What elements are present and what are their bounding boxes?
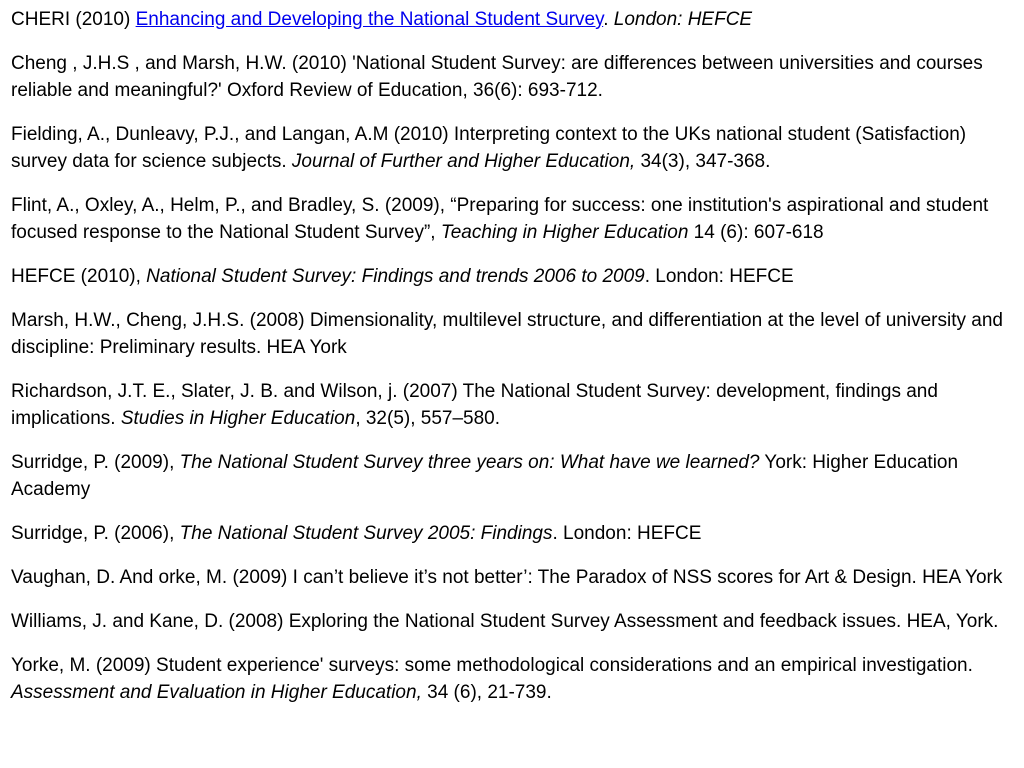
reference-yorke-2009 xyxy=(11,652,1016,706)
reference-flint-2009 xyxy=(11,192,1016,246)
reference-text: Williams, J. and Kane, D. (2008) Exploring the National Student Survey Assessment and feedback issues. HEA, York. xyxy=(11,611,999,632)
reference-hefce-2010 xyxy=(11,263,1016,290)
reference-text: . London: HEFCE xyxy=(644,266,794,287)
reference-text: CHERI (2010) xyxy=(11,9,136,30)
reference-text: Flint, A., Oxley, A., Helm, P., and Bradley, S. (2009), “Preparing for success: one institution's aspirational and student focused response to the National Student Survey”, xyxy=(11,195,989,243)
reference-italic-text: Assessment and Evaluation in Higher Education, xyxy=(11,682,422,703)
reference-williams-kane-2008 xyxy=(11,608,1016,635)
reference-text: 34 (6), 21-739. xyxy=(421,682,552,703)
reference-italic-text: Journal of Further and Higher Education, xyxy=(291,151,636,172)
reference-text: Cheng , J.H.S , and Marsh, H.W. (2010) 'National Student Survey: are differences between universities and courses reliable and meaningful?' Oxford Review of Education, 36(6): 693-712. xyxy=(11,53,983,101)
reference-text: York: Higher Education Academy xyxy=(11,452,959,500)
reference-fielding-2010 xyxy=(11,121,1016,175)
survey-report-link[interactable]: Enhancing and Developing the National Student Survey xyxy=(135,9,604,30)
reference-cheri-2010 xyxy=(11,6,1016,33)
reference-italic-text: National Student Survey: Findings and trends 2006 to 2009 xyxy=(146,266,645,287)
reference-marsh-cheng-2008 xyxy=(11,307,1016,361)
reference-text: Marsh, H.W., Cheng, J.H.S. (2008) Dimensionality, multilevel structure, and differentiation at the level of university and discipline: Preliminary results. HEA York xyxy=(11,310,1003,358)
reference-surridge-2009 xyxy=(11,449,1016,503)
reference-text: Richardson, J.T. E., Slater, J. B. and Wilson, j. (2007) The National Student Survey: development, findings and implications. xyxy=(11,381,938,429)
reference-text: Vaughan, D. And orke, M. (2009) I can’t believe it’s not better’: The Paradox of NSS scores for Art & Design. HEA York xyxy=(11,567,1003,588)
reference-italic-text: London: HEFCE xyxy=(613,9,753,30)
reference-italic-text: The National Student Survey 2005: Findings xyxy=(179,523,553,544)
reference-text: Fielding, A., Dunleavy, P.J., and Langan, A.M (2010) Interpreting context to the UKs national student (Satisfaction) survey data for science subjects. xyxy=(11,124,967,172)
reference-list xyxy=(11,6,1016,706)
reference-text: Surridge, P. (2009), xyxy=(11,452,180,473)
reference-text: . xyxy=(603,9,614,30)
reference-text: . London: HEFCE xyxy=(552,523,702,544)
reference-text: 14 (6): 607-618 xyxy=(688,222,824,243)
reference-vaughan-2009 xyxy=(11,564,1016,591)
reference-italic-text: The National Student Survey three years on: What have we learned? xyxy=(179,452,760,473)
reference-surridge-2006 xyxy=(11,520,1016,547)
reference-cheng-marsh-2010 xyxy=(11,50,1016,104)
reference-richardson-2007 xyxy=(11,378,1016,432)
reference-italic-text: Teaching in Higher Education xyxy=(440,222,689,243)
reference-text: Surridge, P. (2006), xyxy=(11,523,180,544)
reference-italic-text: Studies in Higher Education xyxy=(120,408,356,429)
reference-text: HEFCE (2010), xyxy=(11,266,147,287)
reference-text: 34(3), 347-368. xyxy=(635,151,771,172)
reference-text: Yorke, M. (2009) Student experience' surveys: some methodological considerations and an empirical investigation. xyxy=(11,655,973,676)
reference-text: , 32(5), 557–580. xyxy=(355,408,501,429)
